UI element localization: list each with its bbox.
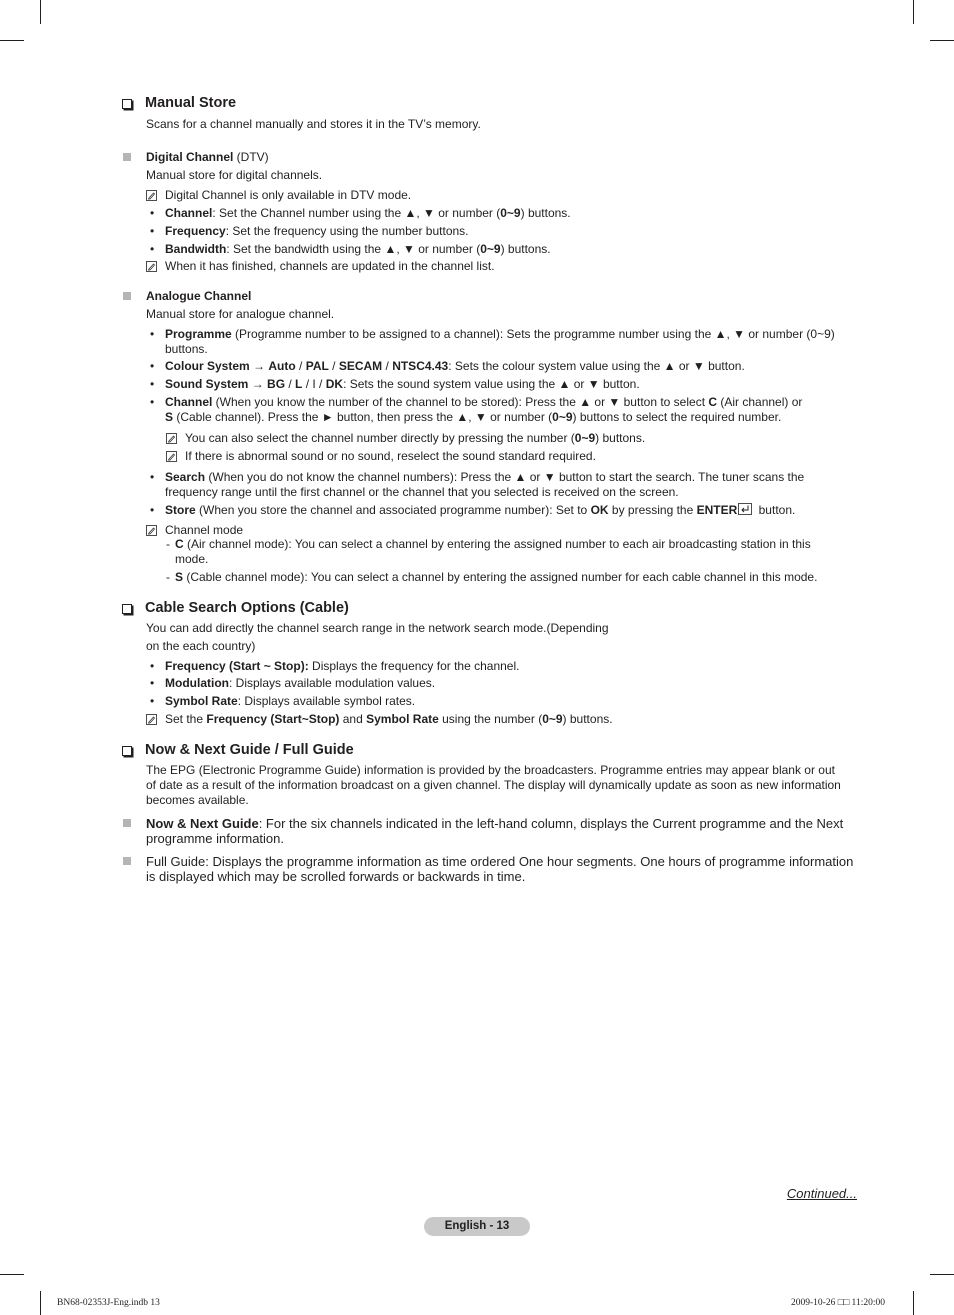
note-pencil-icon bbox=[146, 525, 157, 536]
list-item: • Colour System → Auto / PAL / SECAM / NTSC4.43: Sets the colour system value using the ▲ or ▼ button. bbox=[146, 359, 860, 374]
note-line bbox=[146, 188, 860, 203]
cable-search-heading bbox=[122, 599, 860, 617]
section-title: Now & Next Guide / Full Guide bbox=[145, 742, 354, 758]
list-item: - C (Air channel mode): You can select a channel by entering the assigned number to each air broadcasting station in this mode. bbox=[166, 537, 811, 566]
digital-channel-title: Digital Channel bbox=[146, 150, 234, 164]
page-content bbox=[120, 94, 860, 884]
note-text: Digital Channel is only available in DTV mode. bbox=[165, 188, 412, 202]
now-next-item: Now & Next Guide: For the six channels indicated in the left-hand column, displays the Current programme and the Next programme information. bbox=[123, 816, 860, 846]
guide-heading bbox=[122, 741, 860, 759]
crop-mark-top-right-vertical bbox=[913, 0, 914, 24]
bullet-dot: • bbox=[150, 377, 155, 391]
crop-mark-bottom-right-vertical bbox=[913, 1291, 914, 1315]
list-item: - S (Cable channel mode): You can select a channel by entering the assigned number for each cable channel in this mode. bbox=[166, 570, 818, 584]
dash-marker: - bbox=[166, 570, 170, 584]
digital-channel-qualifier: (DTV) bbox=[233, 150, 269, 164]
analogue-channel-heading bbox=[123, 289, 860, 304]
note-line: Set the Frequency (Start~Stop) and Symbol Rate using the number (0~9) buttons. bbox=[146, 712, 860, 727]
grey-square-bullet-icon bbox=[123, 153, 131, 161]
list-item: • Search (When you do not know the channel numbers): Press the ▲ or ▼ button to start the search. The tuner scans the frequency range until the first channel or the channel that you selected is received on the screen. bbox=[146, 470, 860, 500]
checkbox-square-icon bbox=[122, 604, 132, 614]
list-item: • Frequency: Set the frequency using the number buttons. bbox=[146, 224, 860, 239]
full-guide-item: Full Guide: Displays the programme information as time ordered One hour segments. One hours of programme information is displayed which may be scrolled forwards or backwards in time. bbox=[123, 854, 860, 884]
bullet-dot: • bbox=[150, 224, 155, 238]
manual-store-heading bbox=[122, 94, 860, 112]
list-item: • Channel: Set the Channel number using the ▲, ▼ or number (0~9) buttons. bbox=[146, 206, 860, 221]
grey-square-bullet-icon bbox=[123, 857, 131, 865]
list-item: • Bandwidth: Set the bandwidth using the ▲, ▼ or number (0~9) buttons. bbox=[146, 242, 860, 257]
list-item: • Channel (When you know the number of the channel to be stored): Press the ▲ or ▼ button to select C (Air channel) or S (Cable channel). Press the ► button, then press the ▲, ▼ or number (0~9) buttons to select the required number. bbox=[146, 395, 860, 425]
list-item: • Sound System → BG / L / I / DK: Sets the sound system value using the ▲ or ▼ button. bbox=[146, 377, 860, 392]
continued-label: Continued... bbox=[786, 1186, 857, 1201]
note-pencil-icon bbox=[166, 451, 177, 462]
list-item: • Store (When you store the channel and associated programme number): Set to OK by pressing the ENTER button. bbox=[146, 503, 860, 518]
crop-mark-bottom-left-vertical bbox=[40, 1291, 41, 1315]
bullet-dot: • bbox=[150, 359, 155, 373]
cable-description: You can add directly the channel search range in the network search mode.(Depending on the each country) bbox=[146, 621, 609, 653]
crop-mark-top-left-vertical bbox=[40, 0, 41, 24]
analogue-channel-description: Manual store for analogue channel. bbox=[146, 307, 335, 321]
note-pencil-icon bbox=[166, 433, 177, 444]
bullet-dot: • bbox=[150, 242, 155, 256]
crop-mark-bottom-right-horizontal bbox=[930, 1274, 954, 1275]
guide-description: The EPG (Electronic Programme Guide) information is provided by the broadcasters. Programme entries may appear blank or out of date as a result of the information broadcast on a given channel. The display will dynamically update as soon as new information becomes available. bbox=[146, 763, 841, 807]
list-item: • Frequency (Start ~ Stop): Displays the frequency for the channel. bbox=[146, 659, 860, 674]
note-line bbox=[146, 259, 860, 274]
manual-store-description: Scans for a channel manually and stores it in the TV’s memory. bbox=[146, 117, 481, 131]
note-line bbox=[166, 449, 860, 464]
note-line bbox=[146, 523, 860, 538]
analogue-channel-title: Analogue Channel bbox=[146, 289, 252, 303]
note-text: When it has finished, channels are updated in the channel list. bbox=[165, 259, 495, 273]
section-title: Cable Search Options (Cable) bbox=[145, 600, 349, 616]
bullet-dot: • bbox=[150, 694, 155, 708]
digital-channel-description: Manual store for digital channels. bbox=[146, 168, 323, 182]
crop-mark-top-right-horizontal bbox=[930, 40, 954, 41]
note-pencil-icon bbox=[146, 714, 157, 725]
enter-key-icon bbox=[738, 503, 752, 515]
bullet-dot: • bbox=[150, 206, 155, 220]
list-item: • Modulation: Displays available modulation values. bbox=[146, 676, 860, 691]
note-text: If there is abnormal sound or no sound, reselect the sound standard required. bbox=[185, 449, 596, 463]
grey-square-bullet-icon bbox=[123, 819, 131, 827]
bullet-dot: • bbox=[150, 503, 155, 517]
grey-square-bullet-icon bbox=[123, 292, 131, 300]
note-line: You can also select the channel number directly by pressing the number (0~9) buttons. bbox=[166, 431, 860, 446]
list-item: • Symbol Rate: Displays available symbol rates. bbox=[146, 694, 860, 709]
bullet-dot: • bbox=[150, 327, 155, 341]
page-number-badge: English - 13 bbox=[424, 1217, 530, 1236]
bullet-dot: • bbox=[150, 659, 155, 673]
checkbox-square-icon bbox=[122, 99, 132, 109]
crop-mark-bottom-left-horizontal bbox=[0, 1274, 24, 1275]
note-pencil-icon bbox=[146, 261, 157, 272]
dash-marker: - bbox=[166, 537, 170, 551]
file-info: BN68-02353J-Eng.indb 13 bbox=[57, 1298, 160, 1308]
digital-channel-heading bbox=[123, 150, 860, 165]
note-text: Channel mode bbox=[165, 523, 244, 537]
bullet-dot: • bbox=[150, 395, 155, 409]
section-title: Manual Store bbox=[145, 95, 237, 111]
bullet-dot: • bbox=[150, 470, 155, 484]
checkbox-square-icon bbox=[122, 746, 132, 756]
crop-mark-top-left-horizontal bbox=[0, 40, 24, 41]
list-item: • Programme (Programme number to be assigned to a channel): Sets the programme number using the ▲, ▼ or number (0~9) buttons. bbox=[146, 327, 860, 357]
bullet-dot: • bbox=[150, 676, 155, 690]
date-info: 2009-10-26 □□ 11:20:00 bbox=[791, 1298, 885, 1308]
note-pencil-icon bbox=[146, 190, 157, 201]
